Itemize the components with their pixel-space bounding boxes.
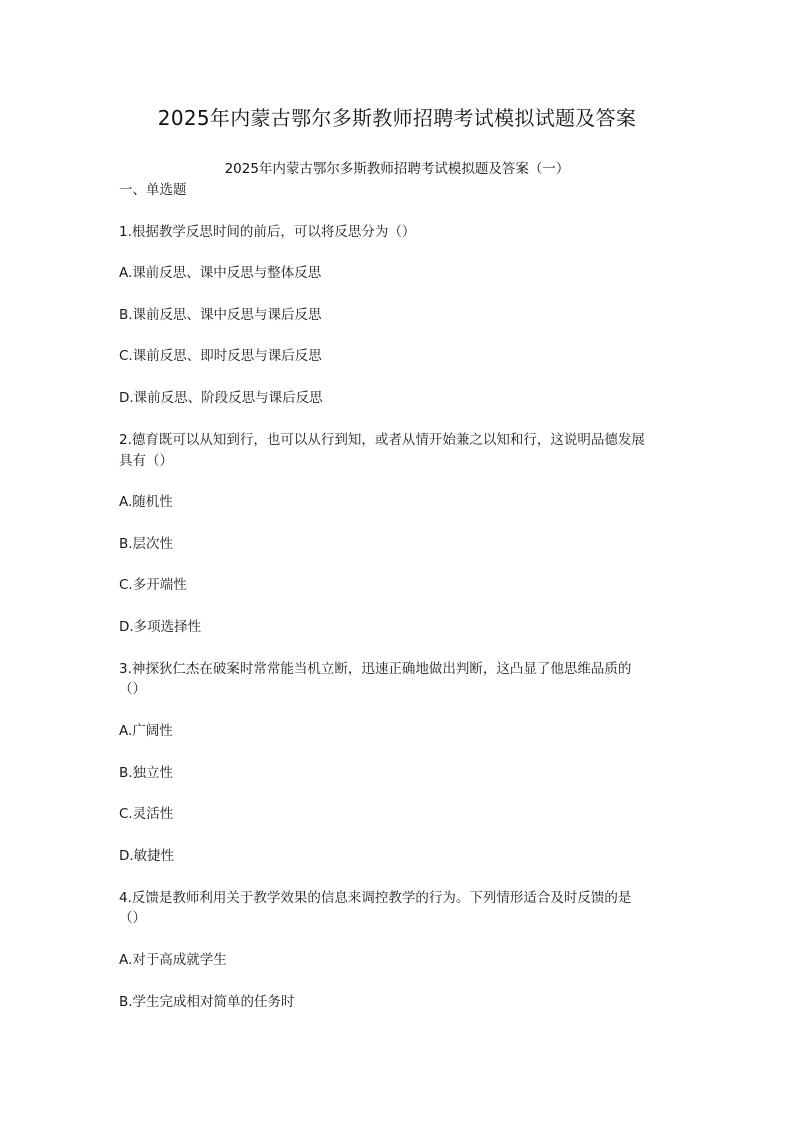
document-subtitle: 2025年内蒙古鄂尔多斯教师招聘考试模拟题及答案（一）	[224, 161, 570, 177]
question-4-option-b: B.学生完成相对简单的任务时	[119, 994, 295, 1010]
question-4-stem-line-1: 4.反馈是教师利用关于教学效果的信息来调控教学的行为。下列情形适合及时反馈的是	[119, 890, 632, 906]
question-1-option-d: D.课前反思、阶段反思与课后反思	[119, 390, 323, 406]
question-1-option-c: C.课前反思、即时反思与课后反思	[119, 348, 322, 364]
question-3-option-d: D.敏捷性	[119, 848, 175, 864]
question-4-stem-line-2: （）	[119, 910, 146, 926]
document-title: 2025年内蒙古鄂尔多斯教师招聘考试模拟试题及答案	[157, 106, 637, 130]
question-1-option-a: A.课前反思、课中反思与整体反思	[119, 265, 322, 281]
question-3-option-a: A.广阔性	[119, 723, 173, 739]
question-3-option-b: B.独立性	[119, 765, 174, 781]
question-2-option-c: C.多开端性	[119, 577, 187, 593]
question-4-option-a: A.对于高成就学生	[119, 952, 227, 968]
question-2-stem-line-2: 具有（）	[119, 453, 173, 469]
question-3-option-c: C.灵活性	[119, 806, 174, 822]
question-2-option-d: D.多项选择性	[119, 619, 202, 635]
question-2-option-a: A.随机性	[119, 494, 173, 510]
question-1-stem: 1.根据教学反思时间的前后，可以将反思分为（）	[119, 224, 416, 240]
question-2-option-b: B.层次性	[119, 536, 174, 552]
question-2-stem-line-1: 2.德育既可以从知到行，也可以从行到知，或者从情开始兼之以知和行，这说明品德发展	[119, 432, 645, 448]
question-1-option-b: B.课前反思、课中反思与课后反思	[119, 307, 322, 323]
question-3-stem-line-1: 3.神探狄仁杰在破案时常常能当机立断，迅速正确地做出判断，这凸显了他思维品质的	[119, 661, 632, 677]
section-heading: 一、单选题	[119, 182, 187, 198]
question-3-stem-line-2: （）	[119, 681, 146, 697]
